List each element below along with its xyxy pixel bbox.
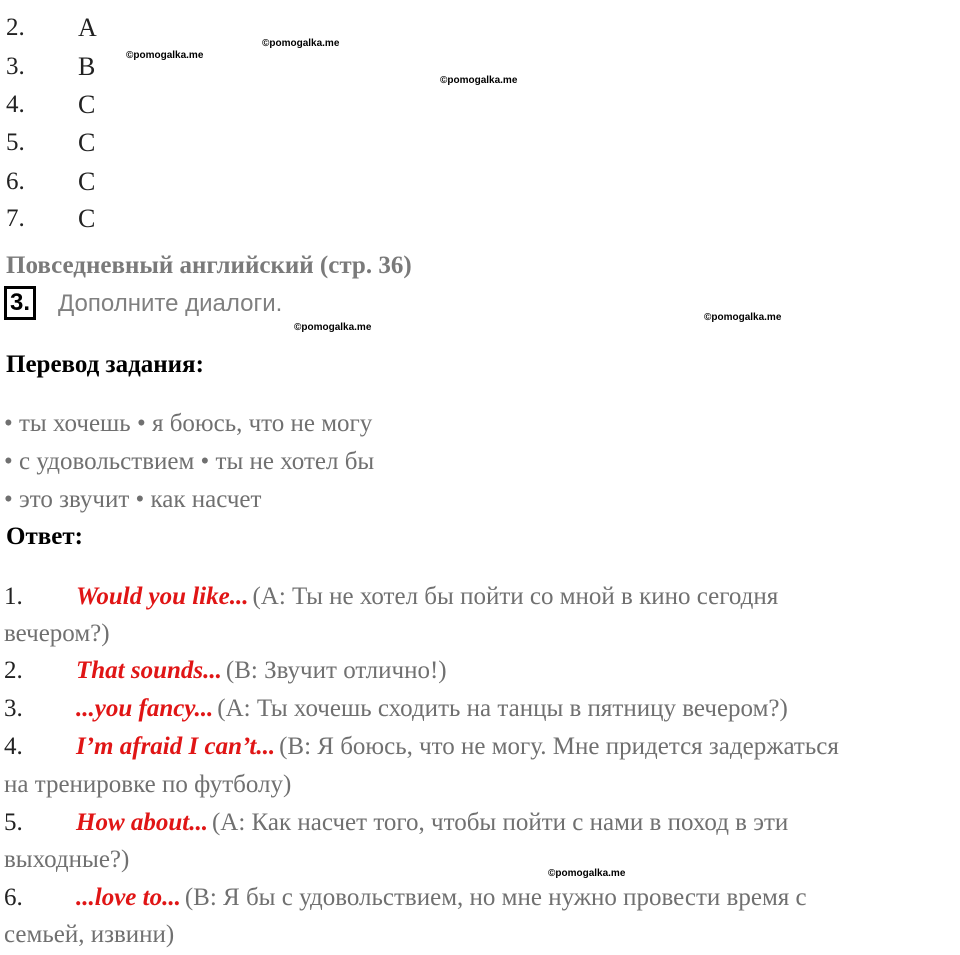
- answer-item: [4, 657, 23, 685]
- answer-russian: (А: Как насчет того, чтобы пойти с нами в поход в эти: [211, 809, 789, 836]
- translation-line: • с удовольствием • ты не хотел бы: [4, 448, 375, 475]
- answer-russian: (В: Звучит отлично!): [225, 657, 447, 684]
- task-number: 3.: [9, 289, 30, 316]
- answer-russian-continued: на тренировке по футболу): [4, 771, 292, 798]
- answer-english: Would you like...: [76, 583, 249, 610]
- list-number: 4.: [6, 91, 25, 118]
- task-text: Дополните диалоги.: [58, 290, 283, 317]
- watermark: ©pomogalka.me: [294, 322, 372, 333]
- list-letter: C: [78, 204, 96, 233]
- answer-english: How about...: [76, 809, 208, 836]
- answer-item: [4, 809, 23, 837]
- answer-russian-continued: выходные?): [4, 846, 130, 873]
- list-number: 6.: [6, 168, 25, 195]
- answer-russian-continued: семьей, извини): [4, 921, 175, 948]
- answer-number: 1.: [4, 583, 23, 610]
- answer-item: [4, 695, 23, 723]
- answer-number: 6.: [4, 884, 23, 911]
- answer-content: [76, 657, 447, 685]
- answer-item: [4, 733, 23, 761]
- answer-heading: Ответ:: [6, 523, 83, 550]
- answer-item: [4, 884, 23, 912]
- answer-item: [4, 583, 23, 611]
- answer-english: ...love to...: [76, 884, 181, 911]
- answer-russian: (В: Я боюсь, что не могу. Мне придется задержаться: [279, 733, 839, 760]
- list-letter: C: [78, 167, 96, 196]
- answer-content: [76, 733, 839, 761]
- translation-line: • ты хочешь • я боюсь, что не могу: [4, 410, 373, 437]
- answer-english: ...you fancy...: [76, 695, 214, 722]
- list-number: 5.: [6, 129, 25, 156]
- watermark: ©pomogalka.me: [704, 312, 782, 323]
- answer-russian-continued: вечером?): [4, 620, 110, 647]
- list-letter: A: [78, 13, 97, 42]
- watermark: ©pomogalka.me: [262, 38, 340, 49]
- watermark: ©pomogalka.me: [440, 75, 518, 86]
- list-number: 2.: [6, 14, 25, 41]
- answer-number: 2.: [4, 657, 23, 684]
- answer-number: 3.: [4, 695, 23, 722]
- answer-content: [76, 695, 788, 723]
- answer-english: That sounds...: [76, 657, 222, 684]
- list-number: 3.: [6, 53, 25, 80]
- answer-number: 4.: [4, 733, 23, 760]
- watermark: ©pomogalka.me: [548, 868, 626, 879]
- translation-line: • это звучит • как насчет: [4, 486, 262, 513]
- list-letter: B: [78, 52, 96, 81]
- list-letter: C: [78, 90, 96, 119]
- answer-content: [76, 884, 807, 912]
- answer-russian: (В: Я бы с удовольствием, но мне нужно провести время с: [184, 884, 807, 911]
- answer-russian: (А: Ты не хотел бы пойти со мной в кино сегодня: [252, 583, 779, 610]
- list-number: 7.: [6, 205, 25, 232]
- answer-russian: (А: Ты хочешь сходить на танцы в пятницу вечером?): [217, 695, 788, 722]
- answer-english: I’m afraid I can’t...: [76, 733, 276, 760]
- task-number-box: [4, 286, 36, 320]
- list-letter: C: [78, 128, 96, 157]
- translation-heading: Перевод задания:: [6, 351, 204, 378]
- answer-content: [76, 809, 788, 837]
- answer-content: [76, 583, 778, 611]
- section-title: Повседневный английский (стр. 36): [6, 252, 412, 279]
- answer-number: 5.: [4, 809, 23, 836]
- watermark: ©pomogalka.me: [126, 50, 204, 61]
